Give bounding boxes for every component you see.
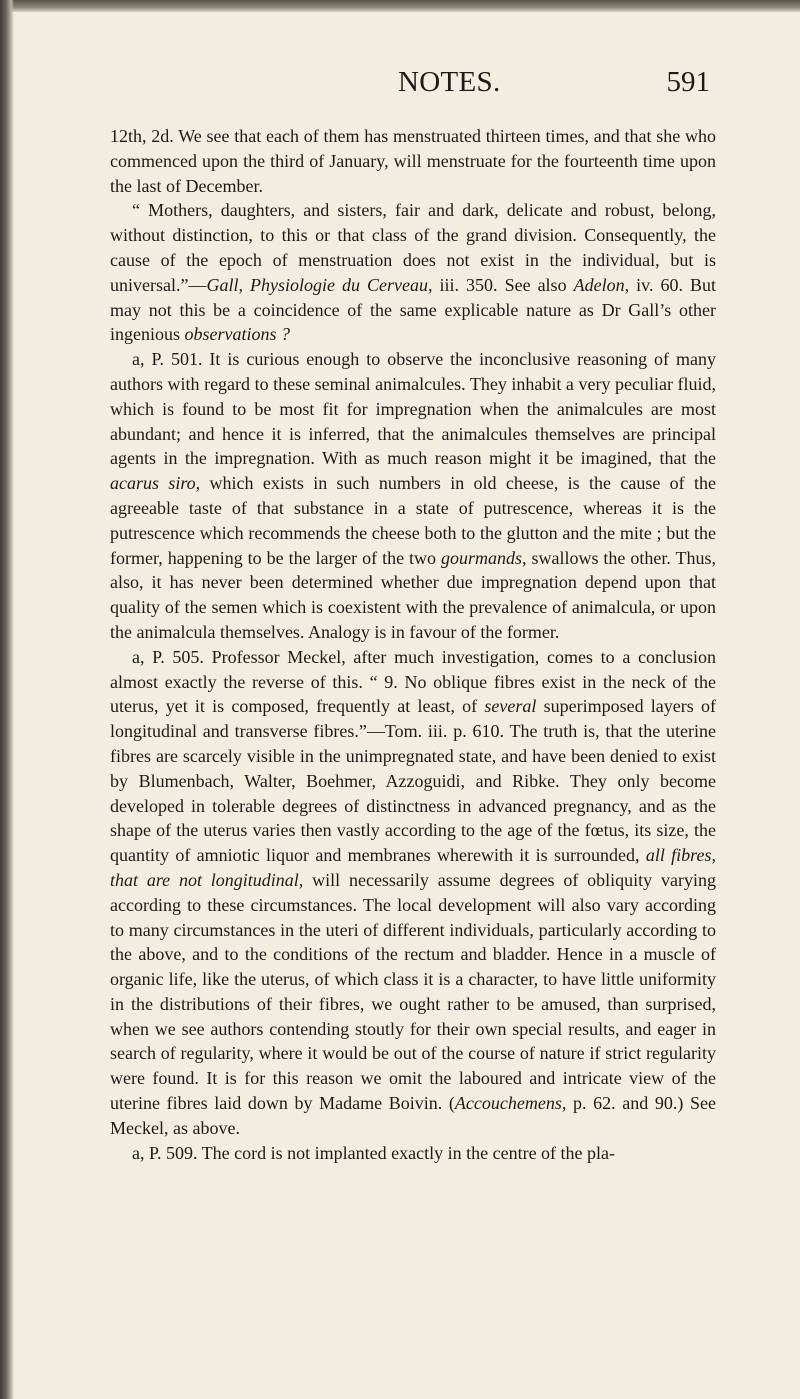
text-run: a, P. 501. It is curious enough to observe the inconclusive reasoning of many authors with regard to these seminal animalcules. They inhabit a very peculiar fluid, which is found to be most fit for impregnation when the animalcules are most abundant; and hence it is inferred, that the animalcules themselves are principal agents in the impregnation. With as much reason might it be imagined, that the (110, 349, 716, 469)
note-paragraph (110, 124, 716, 198)
text-run: swallows the other. Thus, also, it has never been determined whether due impregnation depend upon that quality of the semen which is coexistent with the prevalence of animalcula, or upon the animalcula themselves. Analogy is in favour of the former. (110, 547, 716, 642)
italic-run: all fibres, that are not longitudinal, (110, 845, 716, 890)
note-paragraph (110, 198, 716, 347)
italic-run: acarus siro, (110, 473, 201, 494)
page-number: 591 (666, 66, 710, 98)
italic-run: gourmands, (440, 547, 527, 568)
text-run: a, P. 505. Professor Meckel, after much investigation, comes to a conclusion almost exactly the reverse of this. “ 9. No oblique fibres exist in the neck of the uterus, yet it is composed, frequently at least, of (110, 646, 716, 717)
italic-run: Gall, Physiologie du Cerveau, (206, 274, 433, 295)
scan-top-edge (0, 0, 800, 12)
note-paragraph (110, 1141, 716, 1166)
italic-run: Adelon, (573, 274, 630, 295)
italic-run: several (484, 696, 537, 717)
text-run: iv. 60. But may not this be a coincidence of the same explicable nature as Dr Gall’s other ingenious (110, 274, 716, 345)
italic-run: observations ? (184, 324, 290, 345)
text-run: p. 62. and 90.) See Meckel, as above. (110, 1093, 716, 1138)
notes-body (110, 124, 716, 1165)
note-paragraph (110, 645, 716, 1141)
text-run: a, P. 509. The cord is not implanted exactly in the centre of the pla- (132, 1142, 616, 1163)
page-title: NOTES. (398, 66, 501, 98)
text-run: “ Mothers, daughters, and sisters, fair and dark, delicate and robust, belong, without distinction, to this or that class of the grand division. Consequently, the cause of the epoch of menstruation does not exist in the individual, but is universal.”— (110, 200, 716, 295)
italic-run: Accouchemens, (454, 1093, 567, 1114)
running-head (0, 66, 800, 102)
text-run: which exists in such numbers in old cheese, is the cause of the agreeable taste of that substance in a state of putrescence, whereas it is the putrescence which recommends the cheese both to the glutton and the mite ; but the former, happening to be the larger of the two (110, 473, 716, 568)
text-run: will necessarily assume degrees of obliquity varying according to these circumstances. The local development will also vary according to many circumstances in the uteri of different individuals, particularly according to the above, and to the conditions of the rectum and bladder. Hence in a muscle of organic life, like the uterus, of which class it is a character, to have little uniformity in the distributions of their fibres, we ought rather to be amused, than surprised, when we see authors contending stoutly for their own special results, and eager in search of regularity, where it would be out of the course of nature if strict regularity were found. It is for this reason we omit the laboured and intricate view of the uterine fibres laid down by Madame Boivin. ( (110, 869, 716, 1114)
text-run: 12th, 2d. We see that each of them has menstruated thirteen times, and that she who commenced upon the third of January, will menstruate for the fourteenth time upon the last of December. (110, 126, 716, 196)
text-run: iii. 350. See also (432, 274, 574, 295)
text-run: superimposed layers of longitudinal and transverse fibres.”—Tom. iii. p. 610. The truth is, that the uterine fibres are scarcely visible in the unimpregnated state, and have been denied to exist by Blumenbach, Walter, Boehmer, Azzoguidi, and Ribke. They only become developed in tolerable degrees of distinctness in advanced pregnancy, and as the shape of the uterus varies then vastly according to the age of the fœtus, its size, the quantity of amniotic liquor and membranes wherewith it is surrounded, (110, 696, 716, 866)
note-paragraph (110, 347, 716, 645)
scan-binding-edge (0, 0, 14, 1399)
